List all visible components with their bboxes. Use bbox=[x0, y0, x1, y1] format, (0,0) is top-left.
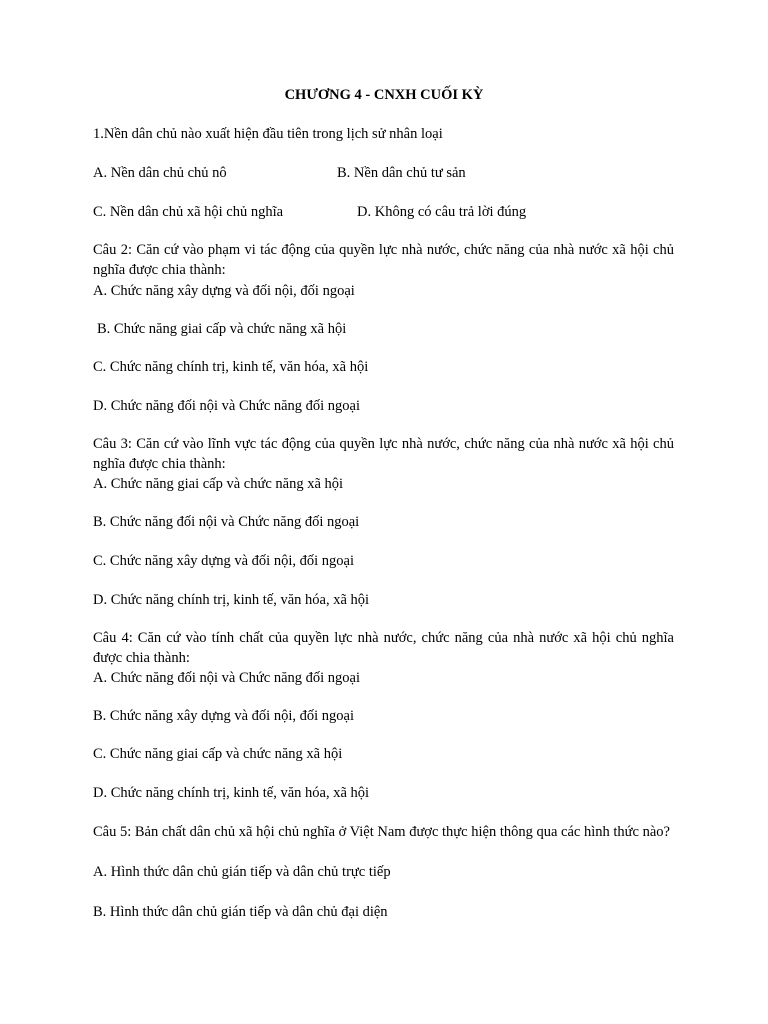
question-3-option-d: D. Chức năng chính trị, kinh tế, văn hóa, xã hội bbox=[93, 592, 370, 608]
question-2-option-d: D. Chức năng đối nội và Chức năng đối ngoại bbox=[93, 398, 361, 414]
question-4-option-a: A. Chức năng đối nội và Chức năng đối ngoại bbox=[93, 670, 361, 686]
question-1-option-b: B. Nền dân chủ tư sản bbox=[337, 165, 466, 181]
question-5-option-a: A. Hình thức dân chủ gián tiếp và dân chủ trực tiếp bbox=[93, 864, 391, 880]
question-3-option-a: A. Chức năng giai cấp và chức năng xã hội bbox=[93, 476, 344, 492]
question-1-option-d: D. Không có câu trả lời đúng bbox=[357, 204, 527, 220]
page-title: CHƯƠNG 4 - CNXH CUỐI KỲ bbox=[284, 87, 484, 103]
question-1-option-c: C. Nền dân chủ xã hội chủ nghĩa bbox=[93, 204, 284, 220]
question-1-stem: 1.Nền dân chủ nào xuất hiện đầu tiên trong lịch sử nhân loại bbox=[93, 126, 443, 142]
question-3-option-c: C. Chức năng xây dựng và đối nội, đối ngoại bbox=[93, 553, 354, 569]
question-5-stem: Câu 5: Bản chất dân chủ xã hội chủ nghĩa ở Việt Nam được thực hiện thông qua các hình thức nào? bbox=[93, 824, 670, 840]
question-3-stem: Câu 3: Căn cứ vào lĩnh vực tác động của quyền lực nhà nước, chức năng của nhà nước xã hội chủ nghĩa được chia thành: bbox=[93, 436, 674, 472]
question-2-option-b: B. Chức năng giai cấp và chức năng xã hội bbox=[97, 321, 347, 337]
question-4-option-b: B. Chức năng xây dựng và đối nội, đối ngoại bbox=[93, 708, 354, 724]
question-4-stem: Câu 4: Căn cứ vào tính chất của quyền lực nhà nước, chức năng của nhà nước xã hội chủ nghĩa được chia thành: bbox=[93, 630, 674, 666]
question-4-option-c: C. Chức năng giai cấp và chức năng xã hội bbox=[93, 746, 343, 762]
question-5-option-b: B. Hình thức dân chủ gián tiếp và dân chủ đại diện bbox=[93, 904, 388, 920]
question-3-option-b: B. Chức năng đối nội và Chức năng đối ngoại bbox=[93, 514, 360, 530]
question-4-option-d: D. Chức năng chính trị, kinh tế, văn hóa, xã hội bbox=[93, 785, 370, 801]
question-2-option-c: C. Chức năng chính trị, kinh tế, văn hóa, xã hội bbox=[93, 359, 369, 375]
question-1-option-a: A. Nền dân chủ chủ nô bbox=[93, 165, 227, 181]
question-2-stem: Câu 2: Căn cứ vào phạm vi tác động của quyền lực nhà nước, chức năng của nhà nước xã hội chủ nghĩa được chia thành: bbox=[93, 242, 674, 278]
question-2-option-a: A. Chức năng xây dựng và đối nội, đối ngoại bbox=[93, 283, 355, 299]
